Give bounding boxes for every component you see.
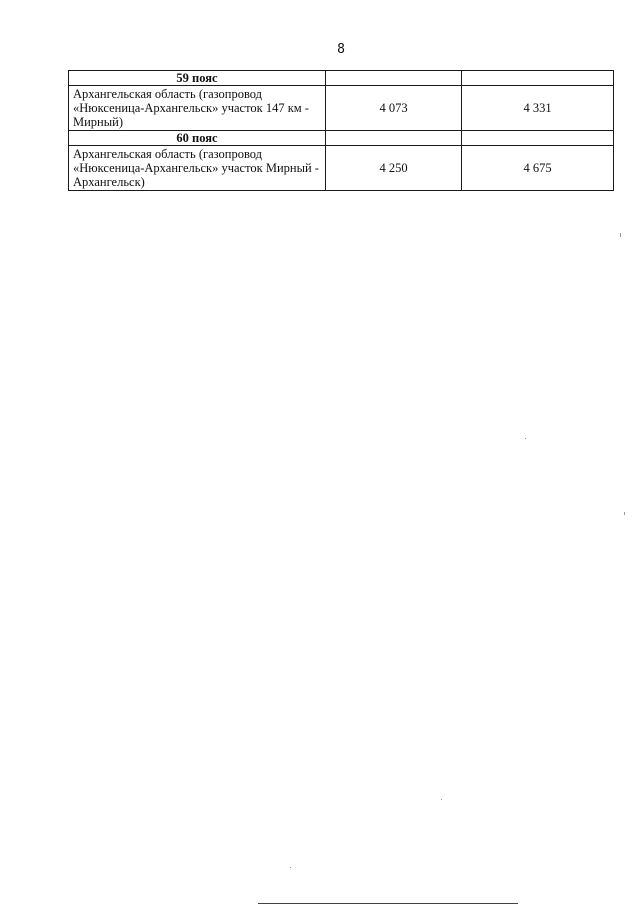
zone-title: 59 пояс — [69, 71, 326, 86]
value-cell-1: 4 250 — [326, 146, 462, 191]
empty-cell — [462, 71, 614, 86]
table-row — [69, 146, 614, 191]
page-number: 8 — [337, 42, 345, 57]
zone-header-row — [69, 71, 614, 86]
scan-speck — [624, 512, 625, 515]
value-cell-2: 4 675 — [462, 146, 614, 191]
scan-speck — [290, 867, 291, 868]
region-cell: Архангельская область (газопровод «Нюксеница-Архангельск» участок 147 км - Мирный) — [69, 86, 326, 131]
value-cell-2: 4 331 — [462, 86, 614, 131]
empty-cell — [326, 131, 462, 146]
tariff-table — [68, 70, 614, 191]
empty-cell — [462, 131, 614, 146]
empty-cell — [326, 71, 462, 86]
scan-speck — [525, 438, 526, 439]
zone-title: 60 пояс — [69, 131, 326, 146]
zone-header-row — [69, 131, 614, 146]
table-row — [69, 86, 614, 131]
scan-edge-line — [258, 903, 518, 904]
value-cell-1: 4 073 — [326, 86, 462, 131]
scan-speck — [441, 799, 442, 800]
scan-speck — [620, 233, 621, 237]
region-cell: Архангельская область (газопровод «Нюксеница-Архангельск» участок Мирный - Архангельск) — [69, 146, 326, 191]
